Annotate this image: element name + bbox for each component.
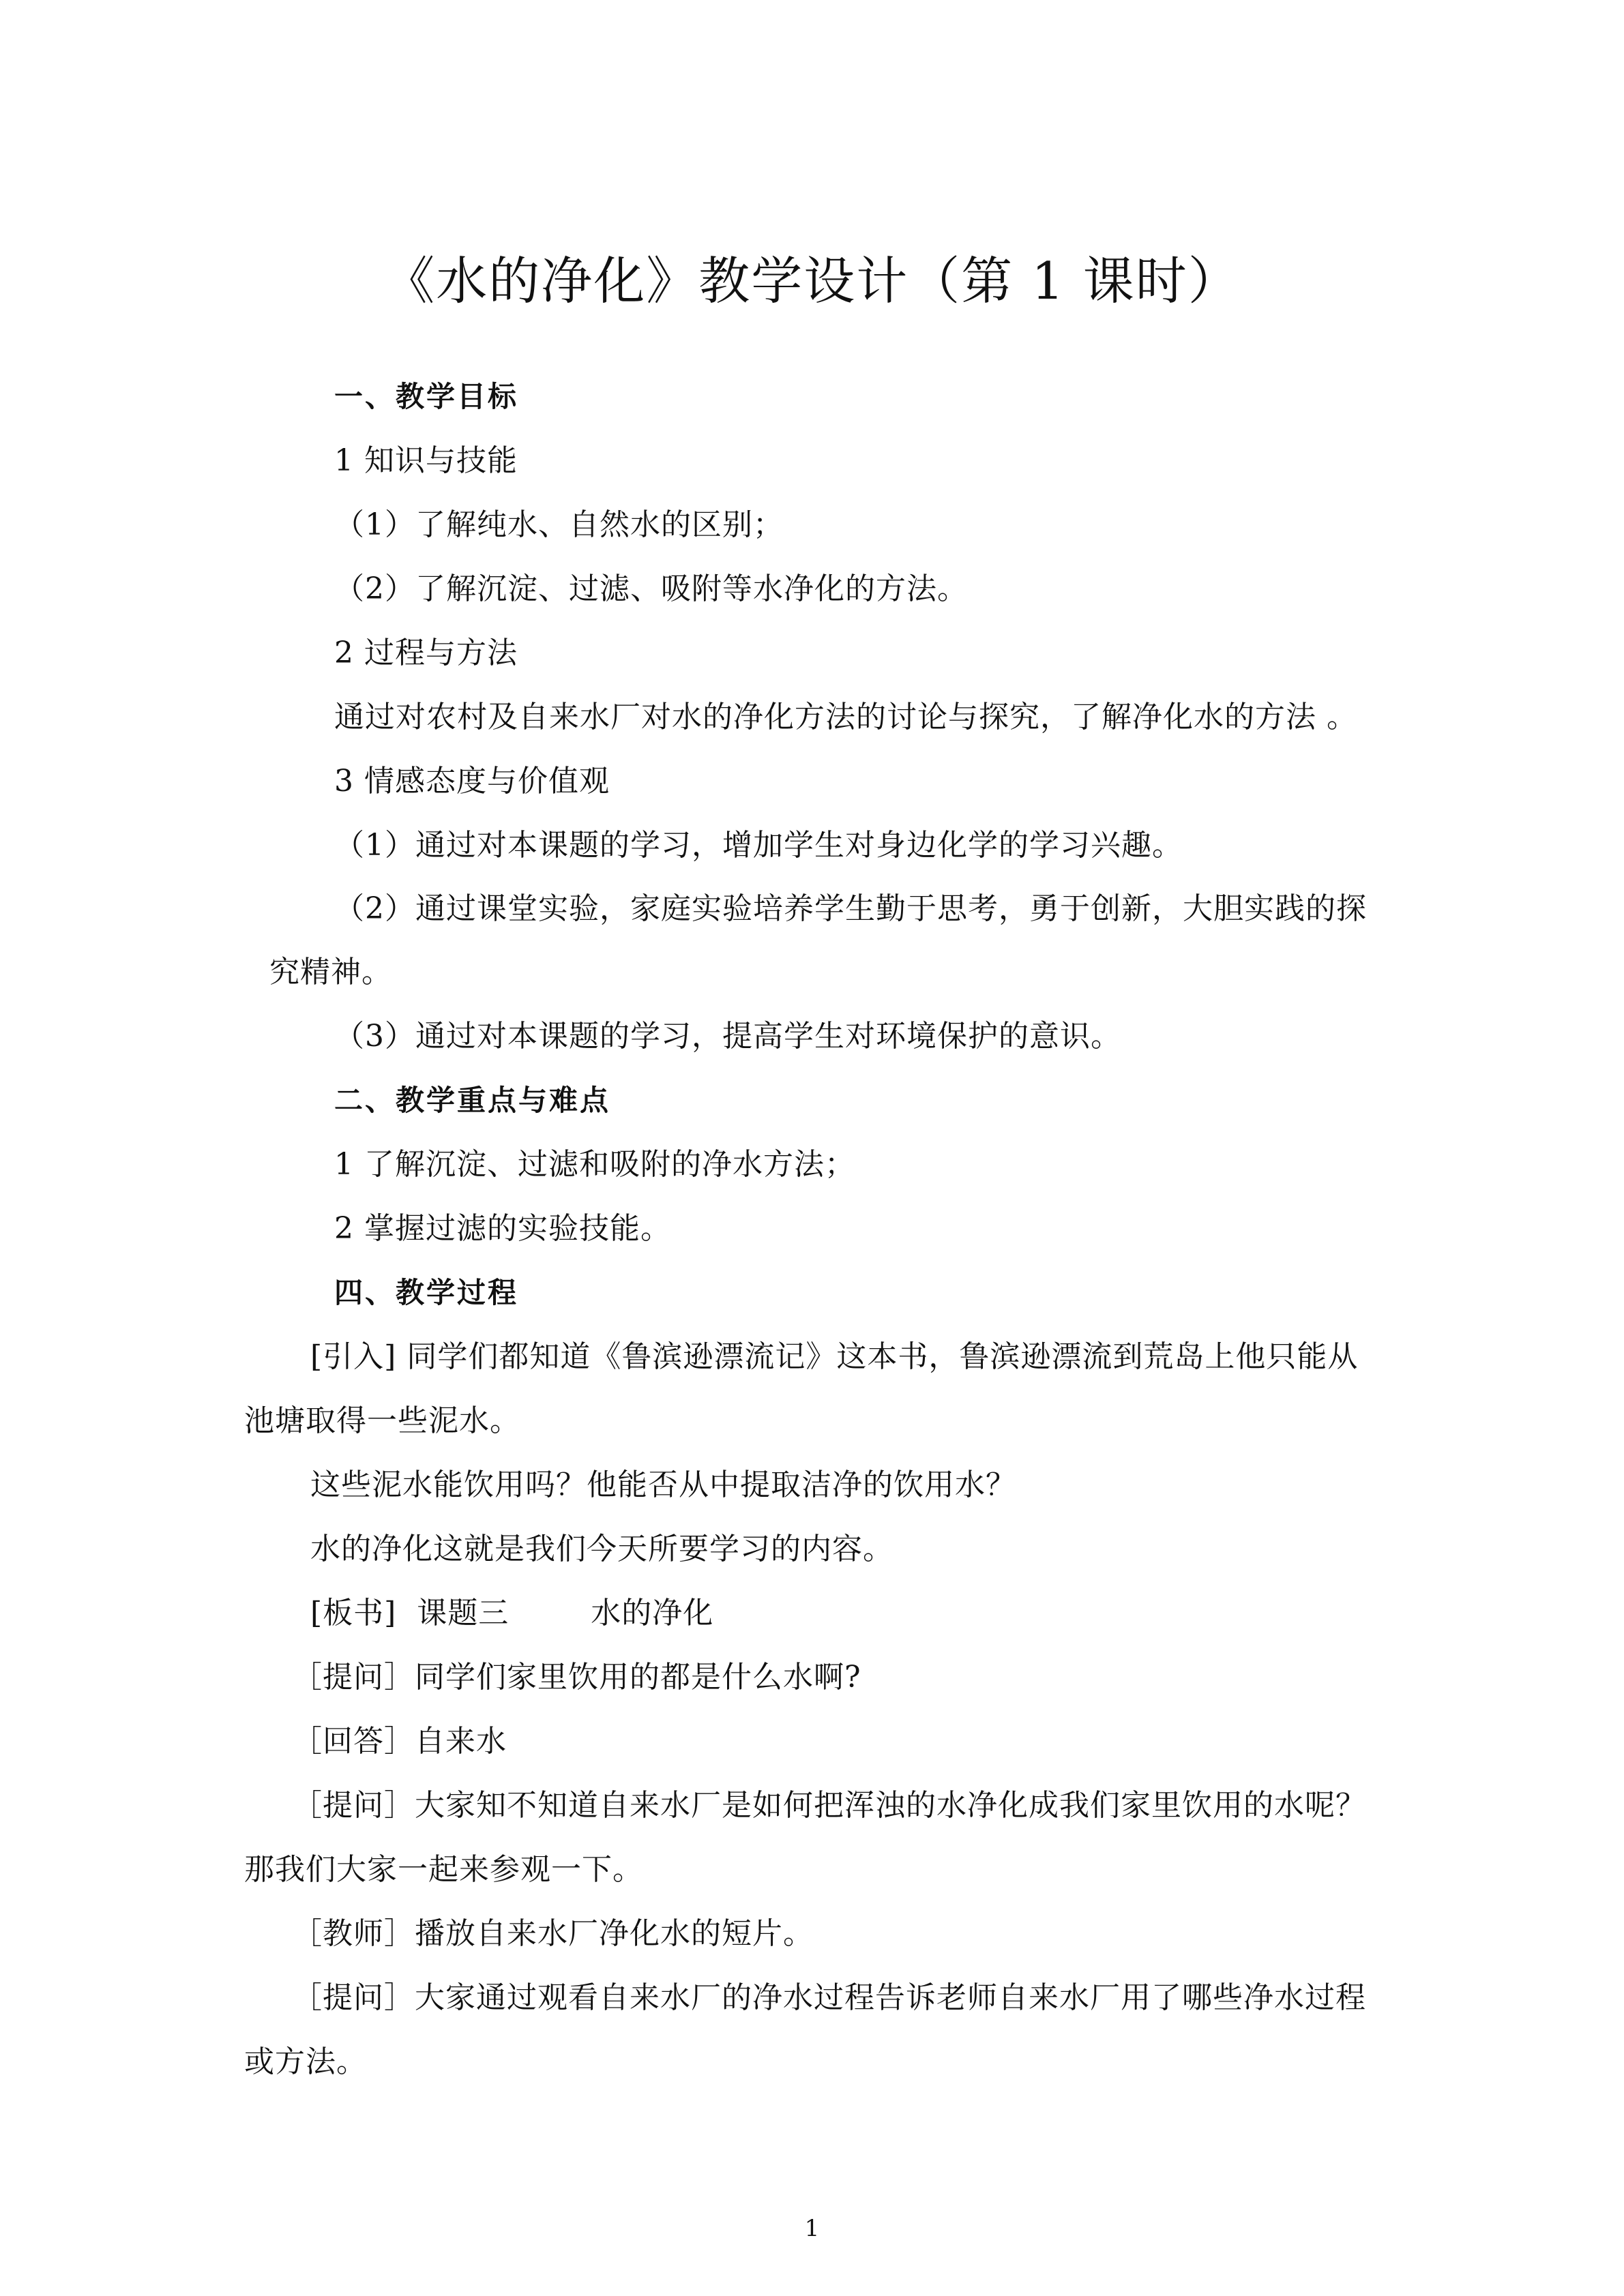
procedure-line: ［教师］播放自来水厂净化水的短片。 xyxy=(292,1916,814,1951)
section-heading-objectives: 一、教学目标 xyxy=(334,380,519,413)
procedure-line: ［提问］同学们家里饮用的都是什么水啊? xyxy=(292,1660,861,1695)
subheading-knowledge: 1 知识与技能 xyxy=(334,443,518,478)
attitude-item: （1）通过对本课题的学习，增加学生对身边化学的学习兴趣。 xyxy=(334,828,1183,863)
procedure-line: 水的净化这就是我们今天所要学习的内容。 xyxy=(310,1532,894,1566)
objective-item: （1）了解纯水、自然水的区别； xyxy=(334,507,784,542)
procedure-line: 这些泥水能饮用吗？他能否从中提取洁净的饮用水？ xyxy=(310,1467,1016,1502)
procedure-line-continuation: 池塘取得一些泥水。 xyxy=(244,1403,520,1438)
procedure-line: ［提问］大家通过观看自来水厂的净水过程告诉老师自来水厂用了哪些净水过程 xyxy=(292,1980,1366,2015)
procedure-line: ［提问］大家知不知道自来水厂是如何把浑浊的水净化成我们家里饮用的水呢？ xyxy=(292,1788,1366,1823)
objective-item: （2）了解沉淀、过滤、吸附等水净化的方法。 xyxy=(334,571,968,606)
procedure-line: ［回答］自来水 xyxy=(292,1724,507,1759)
attitude-item: （3）通过对本课题的学习，提高学生对环境保护的意识。 xyxy=(334,1019,1121,1054)
process-text: 通过对农村及自来水厂对水的净化方法的讨论与探究，了解净化水的方法 。 xyxy=(334,700,1357,734)
key-point-item: 1 了解沉淀、过滤和吸附的净水方法； xyxy=(334,1147,855,1182)
attitude-item: （2）通过课堂实验，家庭实验培养学生勤于思考，勇于创新，大胆实践的探 xyxy=(334,891,1367,926)
section-heading-procedure: 四、教学过程 xyxy=(334,1276,519,1309)
subheading-attitude: 3 情感态度与价值观 xyxy=(334,764,610,799)
section-heading-key-points: 二、教学重点与难点 xyxy=(334,1084,611,1117)
attitude-item-continuation: 究精神。 xyxy=(269,955,392,989)
subheading-process: 2 过程与方法 xyxy=(334,636,518,670)
procedure-line-continuation: 那我们大家一起来参观一下。 xyxy=(244,1852,643,1887)
procedure-line: [引入] 同学们都知道《鲁滨逊漂流记》这本书，鲁滨逊漂流到荒岛上他只能从 xyxy=(310,1339,1359,1374)
procedure-line: [板书] 课题三 水的净化 xyxy=(310,1596,714,1630)
page-number: 1 xyxy=(804,2215,820,2242)
document-title: 《水的净化》教学设计（第 1 课时） xyxy=(383,251,1241,311)
key-point-item: 2 掌握过滤的实验技能。 xyxy=(334,1211,671,1246)
procedure-line-continuation: 或方法。 xyxy=(244,2044,367,2079)
